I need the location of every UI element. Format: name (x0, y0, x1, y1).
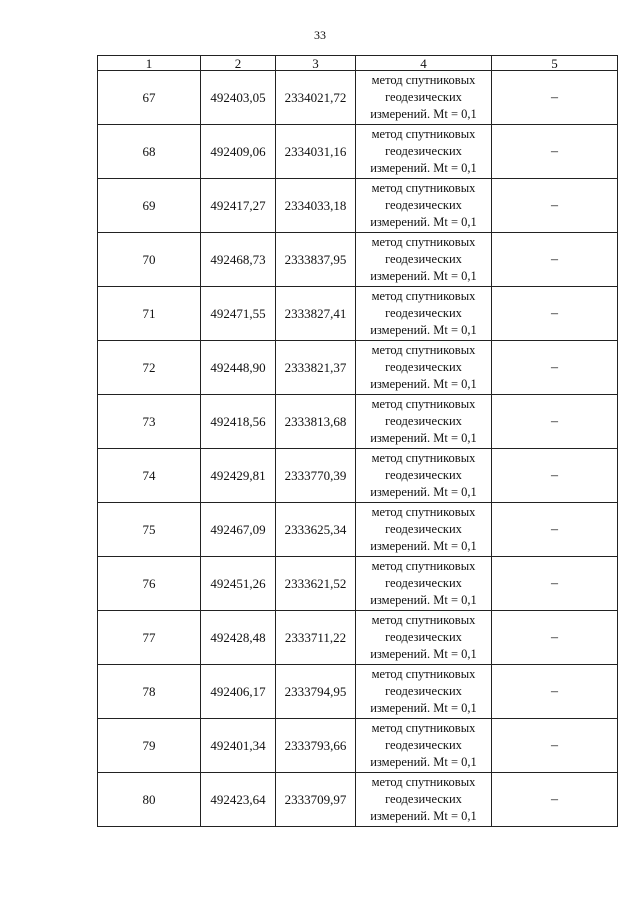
method-description (356, 287, 492, 341)
method-line-1: метод спутниковых (371, 559, 476, 573)
point-number: 68 (98, 125, 201, 179)
method-description (356, 395, 492, 449)
method-line-1: метод спутниковых (371, 721, 476, 735)
method-line-3: измерений. Mt = 0,1 (370, 755, 477, 769)
coordinate-y: 2333794,95 (276, 665, 356, 719)
notes-dash: – (492, 125, 618, 179)
table-row (98, 125, 618, 179)
point-number: 70 (98, 233, 201, 287)
coordinate-x: 492428,48 (201, 611, 276, 665)
page-number: 33 (314, 28, 326, 42)
coordinate-x: 492451,26 (201, 557, 276, 611)
coordinate-y: 2333709,97 (276, 773, 356, 827)
method-line-1: метод спутниковых (371, 343, 476, 357)
method-line-2: геодезических (385, 468, 462, 482)
method-line-2: геодезических (385, 252, 462, 266)
method-description (356, 773, 492, 827)
method-description (356, 341, 492, 395)
method-line-3: измерений. Mt = 0,1 (370, 539, 477, 553)
method-description (356, 449, 492, 503)
point-number: 76 (98, 557, 201, 611)
coordinate-y: 2333821,37 (276, 341, 356, 395)
notes-dash: – (492, 557, 618, 611)
header-col-1: 1 (98, 56, 201, 71)
point-number: 80 (98, 773, 201, 827)
method-line-2: геодезических (385, 306, 462, 320)
method-description (356, 233, 492, 287)
method-line-3: измерений. Mt = 0,1 (370, 809, 477, 823)
point-number: 78 (98, 665, 201, 719)
method-line-2: геодезических (385, 144, 462, 158)
coordinate-x: 492468,73 (201, 233, 276, 287)
method-line-3: измерений. Mt = 0,1 (370, 269, 477, 283)
method-description (356, 665, 492, 719)
coordinate-x: 492409,06 (201, 125, 276, 179)
method-line-2: геодезических (385, 630, 462, 644)
coordinate-y: 2333827,41 (276, 287, 356, 341)
coordinate-x: 492417,27 (201, 179, 276, 233)
table-row (98, 395, 618, 449)
point-number: 69 (98, 179, 201, 233)
coordinate-x: 492403,05 (201, 71, 276, 125)
point-number: 71 (98, 287, 201, 341)
notes-dash: – (492, 71, 618, 125)
table-row (98, 773, 618, 827)
point-number: 77 (98, 611, 201, 665)
table-row (98, 503, 618, 557)
table-row (98, 179, 618, 233)
method-line-2: геодезических (385, 90, 462, 104)
method-line-3: измерений. Mt = 0,1 (370, 323, 477, 337)
notes-dash: – (492, 773, 618, 827)
method-line-3: измерений. Mt = 0,1 (370, 701, 477, 715)
coordinate-x: 492467,09 (201, 503, 276, 557)
method-line-1: метод спутниковых (371, 613, 476, 627)
method-line-1: метод спутниковых (371, 775, 476, 789)
point-number: 74 (98, 449, 201, 503)
table-row (98, 341, 618, 395)
coordinate-x: 492406,17 (201, 665, 276, 719)
method-line-3: измерений. Mt = 0,1 (370, 377, 477, 391)
point-number: 75 (98, 503, 201, 557)
method-line-1: метод спутниковых (371, 181, 476, 195)
coordinate-y: 2334021,72 (276, 71, 356, 125)
notes-dash: – (492, 503, 618, 557)
coordinate-y: 2333770,39 (276, 449, 356, 503)
method-line-2: геодезических (385, 414, 462, 428)
point-number: 72 (98, 341, 201, 395)
point-number: 67 (98, 71, 201, 125)
method-line-1: метод спутниковых (371, 451, 476, 465)
header-col-5: 5 (492, 56, 618, 71)
coordinate-y: 2333793,66 (276, 719, 356, 773)
notes-dash: – (492, 395, 618, 449)
table-row (98, 233, 618, 287)
method-description (356, 71, 492, 125)
notes-dash: – (492, 611, 618, 665)
coordinate-y: 2334033,18 (276, 179, 356, 233)
table-row (98, 557, 618, 611)
method-line-3: измерений. Mt = 0,1 (370, 107, 477, 121)
coordinate-y: 2333625,34 (276, 503, 356, 557)
method-line-2: геодезических (385, 360, 462, 374)
notes-dash: – (492, 719, 618, 773)
coordinate-x: 492418,56 (201, 395, 276, 449)
method-description (356, 503, 492, 557)
method-description (356, 557, 492, 611)
method-line-2: геодезических (385, 576, 462, 590)
method-line-1: метод спутниковых (371, 289, 476, 303)
notes-dash: – (492, 449, 618, 503)
method-line-3: измерений. Mt = 0,1 (370, 215, 477, 229)
coordinate-x: 492423,64 (201, 773, 276, 827)
method-line-3: измерений. Mt = 0,1 (370, 647, 477, 661)
method-line-1: метод спутниковых (371, 235, 476, 249)
method-line-2: геодезических (385, 792, 462, 806)
table-row (98, 287, 618, 341)
coordinate-y: 2333711,22 (276, 611, 356, 665)
notes-dash: – (492, 341, 618, 395)
method-line-1: метод спутниковых (371, 505, 476, 519)
coordinates-table (97, 55, 618, 827)
method-line-3: измерений. Mt = 0,1 (370, 485, 477, 499)
method-line-3: измерений. Mt = 0,1 (370, 161, 477, 175)
notes-dash: – (492, 287, 618, 341)
method-line-1: метод спутниковых (371, 667, 476, 681)
notes-dash: – (492, 233, 618, 287)
point-number: 79 (98, 719, 201, 773)
table-header-row (98, 56, 618, 71)
method-line-1: метод спутниковых (371, 127, 476, 141)
header-col-4: 4 (356, 56, 492, 71)
method-line-2: геодезических (385, 684, 462, 698)
notes-dash: – (492, 665, 618, 719)
method-line-3: измерений. Mt = 0,1 (370, 431, 477, 445)
method-description (356, 125, 492, 179)
table-row (98, 71, 618, 125)
header-col-2: 2 (201, 56, 276, 71)
method-line-2: геодезических (385, 522, 462, 536)
method-description (356, 179, 492, 233)
table-row (98, 611, 618, 665)
method-line-1: метод спутниковых (371, 397, 476, 411)
coordinate-y: 2333837,95 (276, 233, 356, 287)
coordinate-x: 492448,90 (201, 341, 276, 395)
coordinate-x: 492429,81 (201, 449, 276, 503)
table-row (98, 719, 618, 773)
method-description (356, 611, 492, 665)
notes-dash: – (492, 179, 618, 233)
coordinate-x: 492401,34 (201, 719, 276, 773)
point-number: 73 (98, 395, 201, 449)
method-line-3: измерений. Mt = 0,1 (370, 593, 477, 607)
method-line-1: метод спутниковых (371, 73, 476, 87)
method-line-2: геодезических (385, 198, 462, 212)
coordinate-x: 492471,55 (201, 287, 276, 341)
header-col-3: 3 (276, 56, 356, 71)
coordinate-y: 2333621,52 (276, 557, 356, 611)
coordinate-y: 2333813,68 (276, 395, 356, 449)
table-row (98, 665, 618, 719)
method-description (356, 719, 492, 773)
table-row (98, 449, 618, 503)
coordinate-y: 2334031,16 (276, 125, 356, 179)
method-line-2: геодезических (385, 738, 462, 752)
